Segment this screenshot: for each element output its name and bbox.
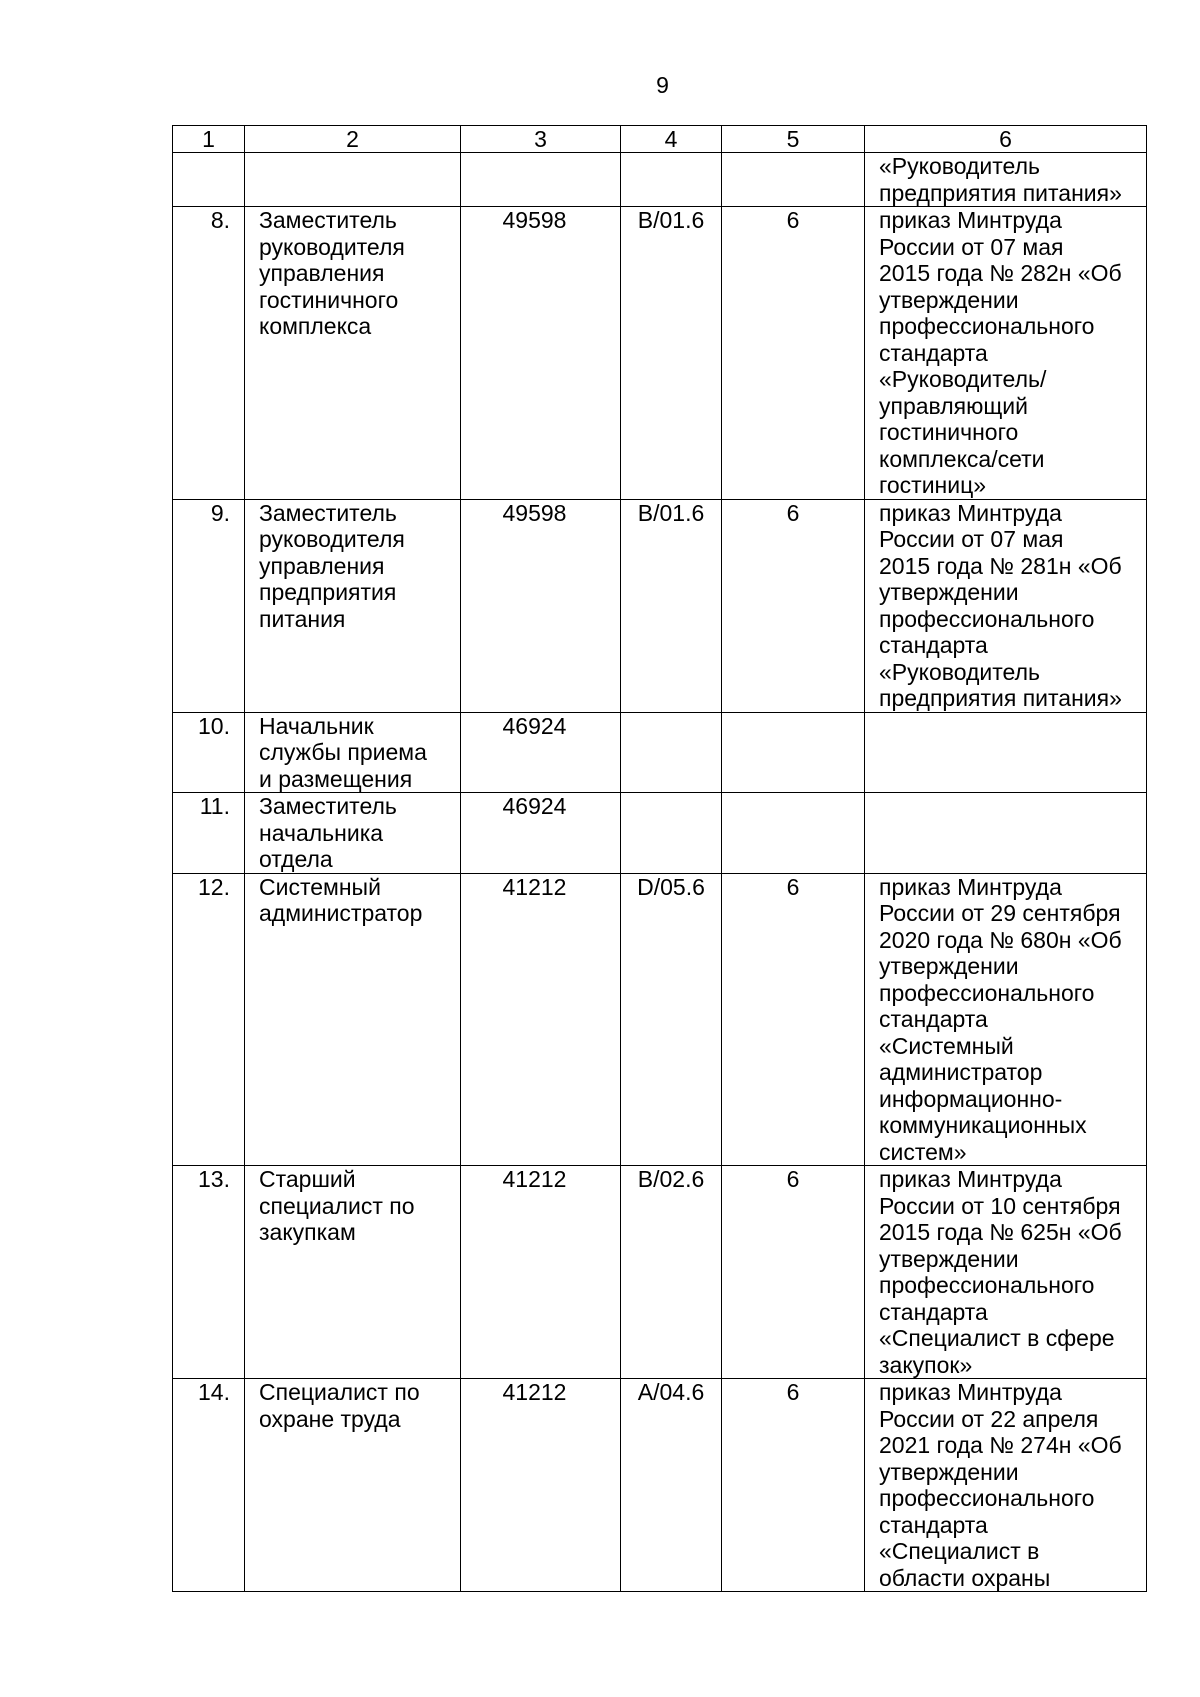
labor-function-code: [621, 153, 722, 207]
qualification-level: 6: [722, 1166, 865, 1379]
position-name: Старший специалист по закупкам: [245, 1166, 461, 1379]
labor-function-code: В/02.6: [621, 1166, 722, 1379]
position-name: Заместитель начальника отдела: [245, 793, 461, 874]
row-number: [173, 153, 245, 207]
row-number: 9.: [173, 499, 245, 712]
okpdtr-code: 49598: [461, 499, 621, 712]
labor-function-code: [621, 712, 722, 793]
labor-function-code: [621, 793, 722, 874]
labor-function-code: В/01.6: [621, 499, 722, 712]
header-cell: 1: [173, 126, 245, 153]
professional-standard: [865, 793, 1147, 874]
professional-standard: приказ Минтруда России от 10 сентября 2015 года № 625н «Об утверждении профессионального стандарта «Специалист в сфере закупок»: [865, 1166, 1147, 1379]
professional-standard: «Руководитель предприятия питания»: [865, 153, 1147, 207]
table-row: [173, 873, 1147, 1166]
header-cell: 4: [621, 126, 722, 153]
page-number: 9: [656, 72, 669, 98]
okpdtr-code: 49598: [461, 207, 621, 500]
row-number: 8.: [173, 207, 245, 500]
qualification-level: [722, 153, 865, 207]
position-name: Начальник службы приема и размещения: [245, 712, 461, 793]
okpdtr-code: [461, 153, 621, 207]
labor-function-code: D/05.6: [621, 873, 722, 1166]
professional-standard: приказ Минтруда России от 22 апреля 2021 года № 274н «Об утверждении профессионального стандарта «Специалист в области охраны: [865, 1379, 1147, 1592]
position-name: [245, 153, 461, 207]
table-row: [173, 1379, 1147, 1592]
position-name: Специалист по охране труда: [245, 1379, 461, 1592]
header-cell: 6: [865, 126, 1147, 153]
okpdtr-code: 46924: [461, 712, 621, 793]
staff-table: [172, 125, 1147, 1592]
qualification-level: [722, 793, 865, 874]
table-header-row: [173, 126, 1147, 153]
qualification-level: [722, 712, 865, 793]
table-row: [173, 712, 1147, 793]
table-row: [173, 153, 1147, 207]
table-row: [173, 499, 1147, 712]
qualification-level: 6: [722, 1379, 865, 1592]
professional-standard: приказ Минтруда России от 07 мая 2015 года № 282н «Об утверждении профессионального стандарта «Руководитель/ управляющий гостиничного комплекса/сети гостиниц»: [865, 207, 1147, 500]
okpdtr-code: 41212: [461, 873, 621, 1166]
okpdtr-code: 41212: [461, 1379, 621, 1592]
position-name: Заместитель руководителя управления гостиничного комплекса: [245, 207, 461, 500]
labor-function-code: А/04.6: [621, 1379, 722, 1592]
qualification-level: 6: [722, 873, 865, 1166]
header-cell: 5: [722, 126, 865, 153]
position-name: Заместитель руководителя управления предприятия питания: [245, 499, 461, 712]
row-number: 10.: [173, 712, 245, 793]
header-cell: 3: [461, 126, 621, 153]
table-row: [173, 1166, 1147, 1379]
table-row: [173, 207, 1147, 500]
professional-standard: приказ Минтруда России от 07 мая 2015 года № 281н «Об утверждении профессионального стандарта «Руководитель предприятия питания»: [865, 499, 1147, 712]
row-number: 11.: [173, 793, 245, 874]
professional-standard: [865, 712, 1147, 793]
position-name: Системный администратор: [245, 873, 461, 1166]
okpdtr-code: 41212: [461, 1166, 621, 1379]
okpdtr-code: 46924: [461, 793, 621, 874]
labor-function-code: В/01.6: [621, 207, 722, 500]
row-number: 14.: [173, 1379, 245, 1592]
professional-standard: приказ Минтруда России от 29 сентября 2020 года № 680н «Об утверждении профессионального стандарта «Системный администратор информационно- коммуникационных систем»: [865, 873, 1147, 1166]
header-cell: 2: [245, 126, 461, 153]
row-number: 12.: [173, 873, 245, 1166]
row-number: 13.: [173, 1166, 245, 1379]
table-row: [173, 793, 1147, 874]
qualification-level: 6: [722, 499, 865, 712]
qualification-level: 6: [722, 207, 865, 500]
